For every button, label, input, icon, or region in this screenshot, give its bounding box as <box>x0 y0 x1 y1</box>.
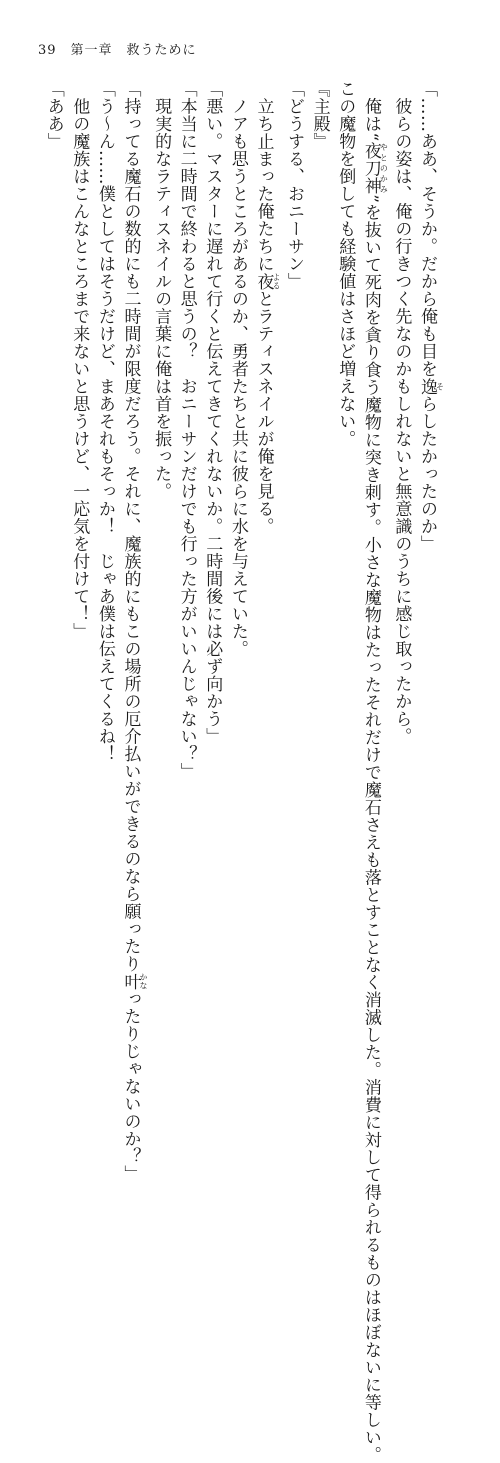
text-line: 「どうする、おニーサン」 <box>284 80 305 290</box>
text-line: 立ち止まった俺たちに夜よるとラティスネイルが俺を見る。 <box>253 80 281 535</box>
text-line: 「……ああ、そうか。だから俺も目を逸そらしたかったのか」 <box>417 80 445 553</box>
body-text <box>34 80 445 1463</box>
text-line: 他の魔族はこんなところまで来ないと思うけど、一応気を付けて！」 <box>69 80 90 640</box>
running-header <box>38 42 197 60</box>
text-line: 「悪い。マスターに遅れて行くと伝えてきてくれないか。二時間後には必ず向かう」 <box>202 80 223 745</box>
text-line: 「本当に二時間で終わると思うの？ おニーサンだけでも行った方がいいんじゃない？」 <box>176 80 197 780</box>
text-line: 現実的なラティスネイルの言葉に俺は首を振った。 <box>151 80 172 500</box>
text-line: 「持ってる魔石の数的にも二時間が限度だろう。それに、魔族的にもこの場所の厄介払いができるのなら願ったり叶かなったりじゃないのか？」 <box>120 80 148 1183</box>
page-number: 39 <box>38 43 57 58</box>
text-line: この魔物を倒しても経験値はさほど増えない。 <box>335 80 356 448</box>
text-line: ノアも思うところがあるのか、勇者たちと共に彼らに水を与えていた。 <box>227 80 248 658</box>
text-line: 『主殿』 <box>309 80 330 150</box>
text-line: 「う～ん……僕としてはそうだけど、まあそれもそっか！ じゃあ僕は伝えてくるね！ <box>94 80 115 763</box>
text-line: 「ああ」 <box>43 80 64 150</box>
text-line: 彼らの姿は、俺の行きつく先なのかもしれないと無意識のうちに感じ取ったから。 <box>391 80 412 745</box>
chapter-title: 第一章 救うために <box>70 43 197 58</box>
text-line: 俺は“夜刀神やとのかみ”を抜いて死肉を貪り食う魔物に突き刺す。小さな魔物はたったそれだけで魔石さえも落とすことなく消滅した。消費に対して得られるものはほぼないに等しい。 <box>360 80 389 1463</box>
